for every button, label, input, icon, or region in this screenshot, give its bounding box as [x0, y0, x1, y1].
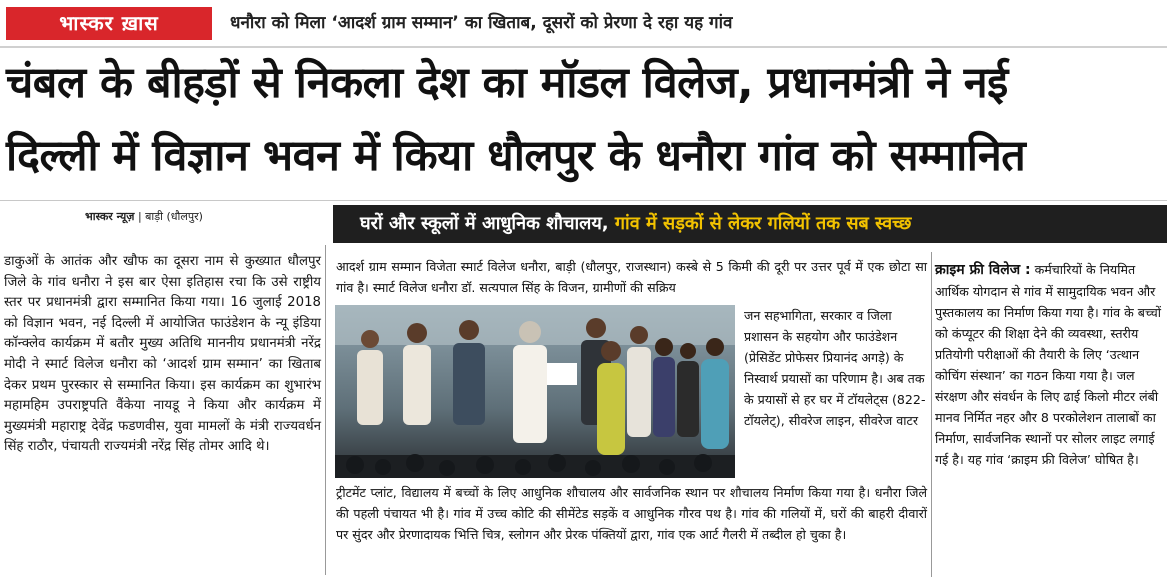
sub-headline-part-1: घरों और स्कूलों में आधुनिक शौचालय,: [360, 213, 615, 234]
middle-intro-text: आदर्श ग्राम सम्मान विजेता स्मार्ट विलेज धनौरा, बाड़ी (धौलपुर, राजस्थान) कस्बे से 5 किमी की दूरी पर उत्तर पूर्व में एक छोटा सा गांव है। स्मार्ट विलेज धनौरा डॉ. सत्यपाल सिंह के विजन, ग्रामीणों की सक्रिय: [336, 259, 927, 295]
crime-free-village-heading: क्राइम फ्री विलेज :: [935, 262, 1031, 278]
tagline: धनौरा को मिला ‘आदर्श ग्राम सम्मान’ का खिताब, दूसरों को प्रेरणा दे रहा यह गांव: [230, 13, 733, 33]
byline: [85, 209, 203, 224]
byline-place: | बाड़ी (धौलपुर): [137, 210, 203, 223]
sub-headline-part-2: गांव में सड़कों से लेकर गलियों तक सब स्वच्छ: [614, 213, 912, 234]
middle-text-beside-photo: जन सहभागिता, सरकार व जिला प्रशासन के सहयोग और फाउंडेशन (प्रेसिडेंट प्रोफेसर प्रियानंद अगड़े) के निस्वार्थ प्रयासों का परिणाम है। अब तक के प्रयासों से हर घर में टॉयलेट्स (822-टॉयलेट्), सीवरेज लाइन, सीवरेज वाटर: [744, 308, 926, 428]
photo-illustration: [335, 305, 735, 478]
divider: [0, 200, 1167, 201]
sub-headline-banner: [333, 205, 1167, 243]
headline-line-2: दिल्ली में विज्ञान भवन में किया धौलपुर के धनौरा गांव को सम्मानित: [6, 131, 1026, 181]
byline-agency: भास्कर न्यूज़: [85, 210, 135, 223]
right-column: [935, 259, 1161, 470]
middle-text-below-photo: ट्रीटमेंट प्लांट, विद्यालय में बच्चों के लिए आधुनिक शौचालय और सार्वजनिक स्थान पर शौचालय निर्माण किया गया है। धनौरा जिले की पहली पंचायत भी है। गांव में उच्च कोटि की सीमेंटेड सड़कें व आधुनिक गौरव पथ है। गांव की गलियों में, घरों की बाहरी दीवारों पर सुंदर और प्रेरणादायक भित्ति चित्र, स्लोगन और प्रेरक पंक्तियों द्वारा, गांव एक आर्ट गैलरी में तब्दील हो चुका है।: [336, 485, 927, 542]
brand-logo: भास्कर ख़ास: [6, 7, 212, 40]
right-column-text: कर्मचारियों के नियमित आर्थिक योगदान से गांव में सामुदायिक भवन और पुस्तकालय का निर्माण किया गया है। गांव के बच्चों को कंप्यूटर की शिक्षा देने की व्यवस्था, स्तरीय प्रतियोगी परीक्षाओं की तैयारी के लिए ‘उत्थान कोचिंग संस्थान’ का गठन किया गया है। जल संरक्षण और संवर्धन के लिए ढाई किलो मीटर लंबी मानव निर्मित नहर और 8 परकोलेशन तालाबों का निर्माण, सार्वजनिक स्थानों पर सोलर लाइट लगाई गई है। यह गांव ‘क्राइम फ्री विलेज’ घोषित है।: [935, 262, 1161, 467]
left-column-text: डाकुओं के आतंक और खौफ का दूसरा नाम से कुख्यात धौलपुर जिले के गांव धनौरा ने इस बार ऐसा इतिहास रचा कि उसे राष्ट्रीय स्तर पर प्रधानमंत्री द्वारा सम्मानित किया गया। 16 जुलाई 2018 को विज्ञान भवन, नई दिल्ली में आयोजित फाउंडेशन के न्यू इंडिया कॉन्क्लेव कार्यक्रम में बतौर मुख्य अतिथि माननीय प्रधानमंत्री नरेंद्र मोदी ने स्मार्ट विलेज धनौरा को ‘आदर्श ग्राम सम्मान’ का खिताब देकर प्रथम पुरस्कार से सम्मानित किया। इस कार्यक्रम का शुभारंभ महामहिम उपराष्ट्रपति वैंकेया नायडू ने किया और कार्यक्रम में मुख्यमंत्री महाराष्ट्र देवेंद्र फडणवीस, युवा मामलों के मंत्री राज्यवर्धन सिंह राठौर, पंचायती राज्यमंत्री नरेंद्र सिंह तोमर आदि थे।: [4, 254, 321, 455]
headline-line-1: चंबल के बीहड़ों से निकला देश का मॉडल विलेज, प्रधानमंत्री ने नई: [6, 58, 1008, 108]
column-divider: [325, 245, 326, 575]
column-divider: [931, 252, 932, 577]
award-ceremony-photo: [335, 305, 735, 478]
